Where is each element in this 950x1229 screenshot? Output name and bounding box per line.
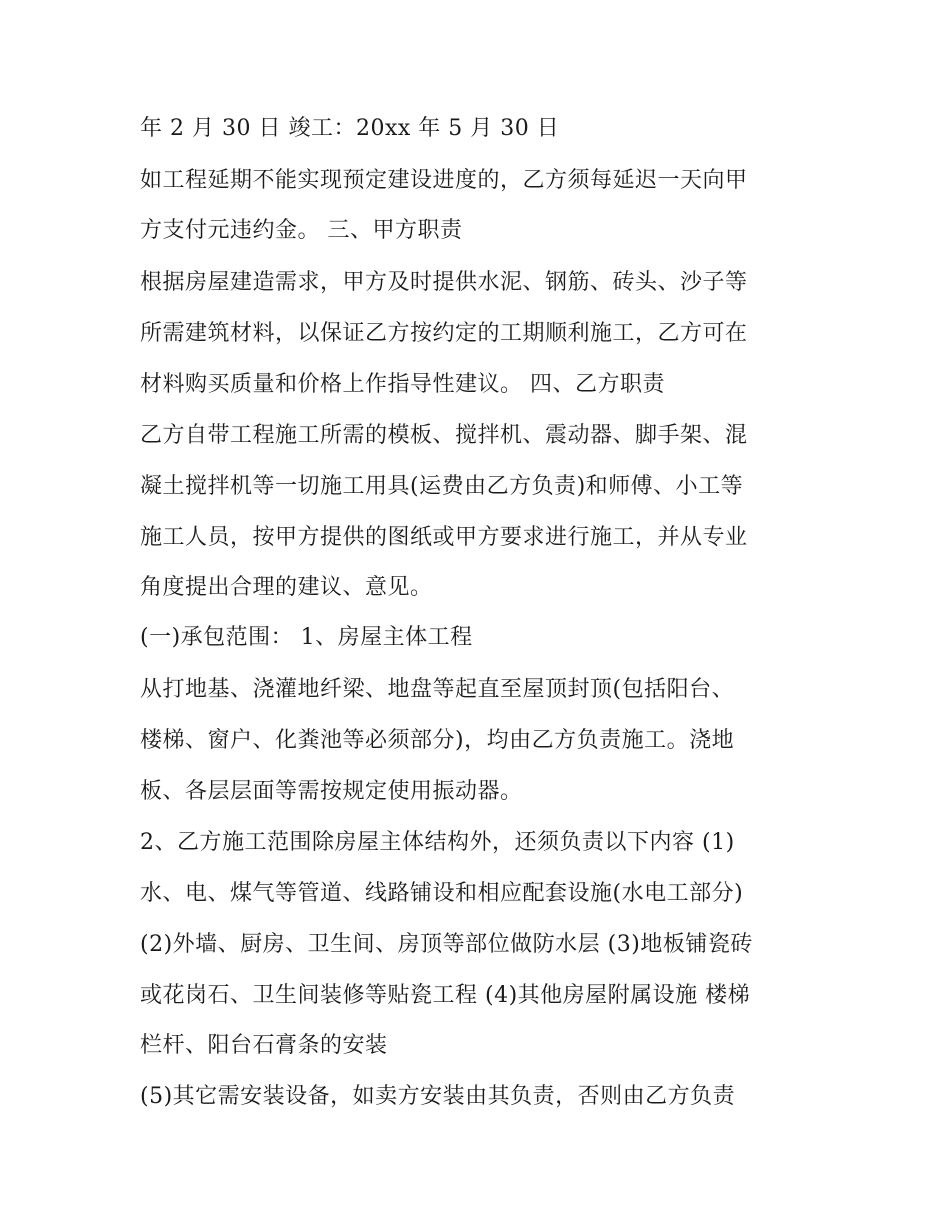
text-line: 水、电、煤气等管道、线路铺设和相应配套设施(水电工部分) xyxy=(140,881,744,906)
text-line: 栏杆、阳台石膏条的安装 xyxy=(140,1033,388,1058)
text-line: 年 2 月 30 日 竣工：20xx 年 5 月 30 日 xyxy=(140,116,560,141)
text-line: 根据房屋建造需求，甲方及时提供水泥、钢筋、砖头、沙子等 xyxy=(140,270,748,295)
text-line: 凝土搅拌机等一切施工用具(运费由乙方负责)和师傅、小工等 xyxy=(140,474,744,499)
text-line: (一)承包范围： 1、房屋主体工程 xyxy=(140,625,473,650)
text-line: 从打地基、浇灌地纤梁、地盘等起直至屋顶封顶(包括阳台、 xyxy=(140,677,735,702)
text-line: 2、乙方施工范围除房屋主体结构外，还须负责以下内容 (1) xyxy=(140,830,735,855)
text-line: 角度提出合理的建议、意见。 xyxy=(140,575,433,600)
text-line: (5)其它需安装设备，如卖方安装由其负责，否则由乙方负责 xyxy=(140,1084,736,1109)
text-line: 板、各层层面等需按规定使用振动器。 xyxy=(140,779,523,804)
text-line: 乙方自带工程施工所需的模板、搅拌机、震动器、脚手架、混 xyxy=(140,423,748,448)
text-line: 如工程延期不能实现预定建设进度的，乙方须每延迟一天向甲 xyxy=(140,168,748,193)
text-line: 所需建筑材料，以保证乙方按约定的工期顺利施工，乙方可在 xyxy=(140,321,748,346)
text-line: 或花岗石、卫生间装修等贴瓷工程 (4)其他房屋附属设施 楼梯 xyxy=(140,983,751,1008)
text-line: 材料购买质量和价格上作指导性建议。 四、乙方职责 xyxy=(140,372,665,397)
text-line: 楼梯、窗户、化粪池等必须部分)，均由乙方负责施工。浇地 xyxy=(140,728,735,753)
text-line: (2)外墙、厨房、卫生间、房顶等部位做防水层 (3)地板铺瓷砖 xyxy=(140,932,753,957)
text-line: 方支付元违约金。 三、甲方职责 xyxy=(140,218,463,243)
text-line: 施工人员，按甲方提供的图纸或甲方要求进行施工，并从专业 xyxy=(140,525,748,550)
